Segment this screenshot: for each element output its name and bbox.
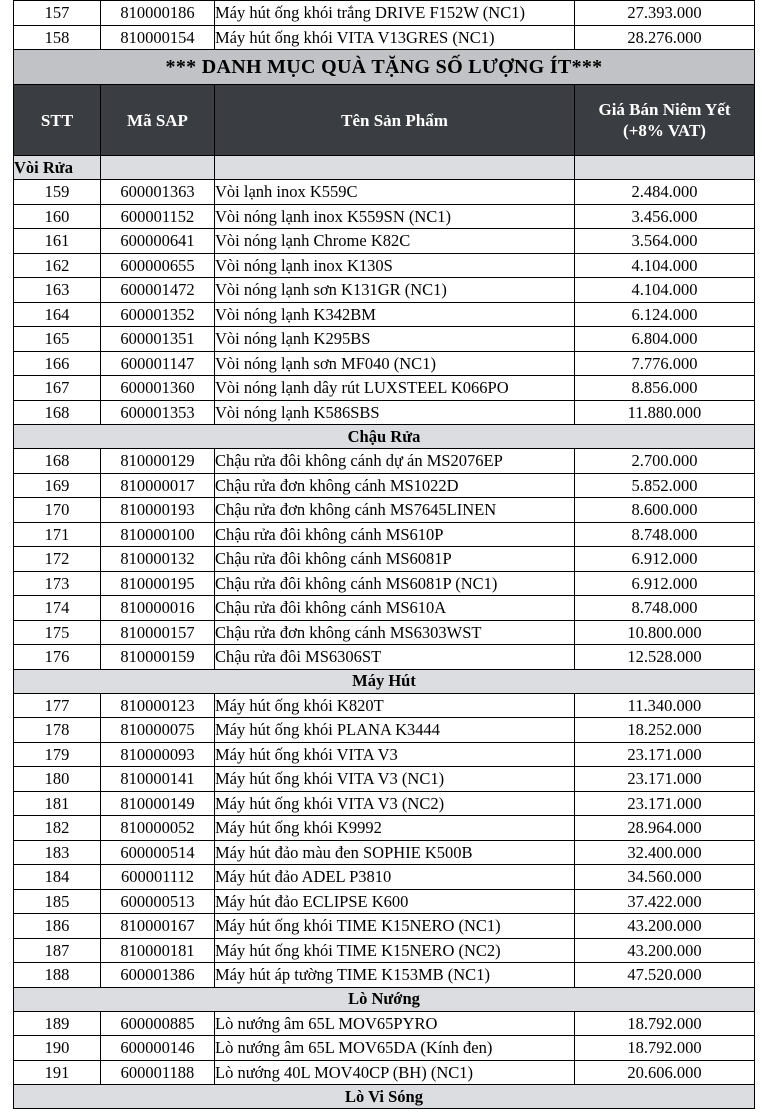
category-row-chau-rua [14, 425, 755, 449]
row-product-name: Vòi lạnh inox K559C [215, 180, 575, 205]
row-stt: 162 [14, 253, 101, 278]
table-row [14, 718, 755, 743]
row-stt: 183 [14, 840, 101, 865]
row-stt: 176 [14, 645, 101, 670]
row-product-name: Chậu rửa đôi không cánh MS610A [215, 596, 575, 621]
row-product-name: Vòi nóng lạnh K342BM [215, 302, 575, 327]
row-price: 18.792.000 [575, 1036, 755, 1061]
row-sap-code: 810000141 [101, 767, 215, 792]
row-price: 2.700.000 [575, 449, 755, 474]
row-stt: 159 [14, 180, 101, 205]
row-stt: 167 [14, 376, 101, 401]
row-stt: 172 [14, 547, 101, 572]
category-title: Lò Nướng [14, 987, 755, 1011]
row-sap-code: 600001351 [101, 327, 215, 352]
category-title: Chậu Rửa [14, 425, 755, 449]
table-row [14, 351, 755, 376]
row-price: 28.964.000 [575, 816, 755, 841]
row-price: 37.422.000 [575, 889, 755, 914]
header-stt: STT [14, 85, 101, 156]
row-sap-code: 810000167 [101, 914, 215, 939]
row-price: 8.748.000 [575, 522, 755, 547]
table-row [14, 865, 755, 890]
row-stt: 180 [14, 767, 101, 792]
category-title: Lò Vi Sóng [14, 1085, 755, 1109]
row-stt: 184 [14, 865, 101, 890]
category-row-lo-vi-song [14, 1085, 755, 1109]
table-row [14, 204, 755, 229]
row-price: 47.520.000 [575, 963, 755, 988]
row-price: 5.852.000 [575, 473, 755, 498]
table-row [14, 229, 755, 254]
table-row [14, 938, 755, 963]
category-row-lo-nuong [14, 987, 755, 1011]
category-row-voi-rua [14, 156, 755, 180]
row-price: 6.124.000 [575, 302, 755, 327]
row-stt: 190 [14, 1036, 101, 1061]
row-price: 11.880.000 [575, 400, 755, 425]
row-stt: 157 [14, 1, 101, 26]
row-price: 8.856.000 [575, 376, 755, 401]
table-row [14, 791, 755, 816]
header-price [575, 85, 755, 156]
gift-list-banner-row [14, 50, 755, 85]
row-sap-code: 810000075 [101, 718, 215, 743]
row-price: 27.393.000 [575, 1, 755, 26]
row-sap-code: 600000641 [101, 229, 215, 254]
row-price: 8.600.000 [575, 498, 755, 523]
row-price: 18.792.000 [575, 1011, 755, 1036]
row-price: 6.912.000 [575, 547, 755, 572]
row-product-name: Vòi nóng lạnh dây rút LUXSTEEL K066PO [215, 376, 575, 401]
row-stt: 181 [14, 791, 101, 816]
row-price: 3.564.000 [575, 229, 755, 254]
table-row [14, 767, 755, 792]
row-stt: 178 [14, 718, 101, 743]
table-row [14, 742, 755, 767]
row-price: 32.400.000 [575, 840, 755, 865]
row-price: 3.456.000 [575, 204, 755, 229]
row-stt: 173 [14, 571, 101, 596]
category-title: Máy Hút [14, 669, 755, 693]
row-product-name: Vòi nóng lạnh sơn K131GR (NC1) [215, 278, 575, 303]
table-row [14, 1, 755, 26]
table-row [14, 889, 755, 914]
row-sap-code: 810000149 [101, 791, 215, 816]
row-product-name: Chậu rửa đơn không cánh MS6303WST [215, 620, 575, 645]
header-sap-code: Mã SAP [101, 85, 215, 156]
row-product-name: Máy hút ống khói VITA V3 (NC1) [215, 767, 575, 792]
table-row [14, 302, 755, 327]
row-stt: 161 [14, 229, 101, 254]
row-price: 8.748.000 [575, 596, 755, 621]
row-sap-code: 600001472 [101, 278, 215, 303]
row-product-name: Chậu rửa đôi MS6306ST [215, 645, 575, 670]
category-empty-cell [575, 156, 755, 180]
row-stt: 175 [14, 620, 101, 645]
table-row [14, 376, 755, 401]
row-sap-code: 810000016 [101, 596, 215, 621]
row-sap-code: 600001353 [101, 400, 215, 425]
row-sap-code: 810000123 [101, 693, 215, 718]
row-sap-code: 600001386 [101, 963, 215, 988]
row-product-name: Chậu rửa đơn không cánh MS1022D [215, 473, 575, 498]
row-stt: 186 [14, 914, 101, 939]
row-product-name: Vòi nóng lạnh inox K559SN (NC1) [215, 204, 575, 229]
row-product-name: Máy hút ống khói VITA V3 (NC2) [215, 791, 575, 816]
table-row [14, 596, 755, 621]
row-sap-code: 600001363 [101, 180, 215, 205]
row-product-name: Vòi nóng lạnh inox K130S [215, 253, 575, 278]
row-price: 4.104.000 [575, 253, 755, 278]
row-sap-code: 810000195 [101, 571, 215, 596]
row-stt: 174 [14, 596, 101, 621]
row-stt: 163 [14, 278, 101, 303]
price-list-body [14, 1, 755, 1109]
row-price: 6.804.000 [575, 327, 755, 352]
row-stt: 189 [14, 1011, 101, 1036]
row-product-name: Máy hút ống khói trắng DRIVE F152W (NC1) [215, 1, 575, 26]
row-product-name: Máy hút ống khói VITA V3 [215, 742, 575, 767]
row-stt: 171 [14, 522, 101, 547]
row-price: 28.276.000 [575, 25, 755, 50]
row-sap-code: 810000157 [101, 620, 215, 645]
price-list-table [13, 0, 755, 1109]
row-product-name: Máy hút ống khói VITA V13GRES (NC1) [215, 25, 575, 50]
row-sap-code: 600000655 [101, 253, 215, 278]
row-price: 11.340.000 [575, 693, 755, 718]
header-price-line1: Giá Bán Niêm Yết [598, 100, 731, 119]
table-row [14, 816, 755, 841]
table-row [14, 963, 755, 988]
table-row [14, 180, 755, 205]
category-title: Vòi Rửa [14, 156, 101, 180]
row-price: 23.171.000 [575, 791, 755, 816]
row-sap-code: 600001352 [101, 302, 215, 327]
row-price: 2.484.000 [575, 180, 755, 205]
table-row [14, 278, 755, 303]
category-row-may-hut [14, 669, 755, 693]
row-price: 23.171.000 [575, 767, 755, 792]
row-price: 7.776.000 [575, 351, 755, 376]
row-product-name: Máy hút áp tường TIME K153MB (NC1) [215, 963, 575, 988]
row-stt: 179 [14, 742, 101, 767]
row-sap-code: 810000154 [101, 25, 215, 50]
row-product-name: Máy hút đảo ADEL P3810 [215, 865, 575, 890]
row-product-name: Chậu rửa đơn không cánh MS7645LINEN [215, 498, 575, 523]
row-sap-code: 810000193 [101, 498, 215, 523]
table-row [14, 25, 755, 50]
row-price: 12.528.000 [575, 645, 755, 670]
table-row [14, 645, 755, 670]
category-empty-cell [215, 156, 575, 180]
row-sap-code: 810000100 [101, 522, 215, 547]
row-price: 4.104.000 [575, 278, 755, 303]
row-stt: 164 [14, 302, 101, 327]
row-product-name: Chậu rửa đôi không cánh MS6081P [215, 547, 575, 572]
row-sap-code: 600001152 [101, 204, 215, 229]
row-stt: 168 [14, 400, 101, 425]
row-stt: 185 [14, 889, 101, 914]
table-row [14, 1060, 755, 1085]
row-product-name: Vòi nóng lạnh sơn MF040 (NC1) [215, 351, 575, 376]
row-price: 6.912.000 [575, 571, 755, 596]
row-product-name: Máy hút ống khói K9992 [215, 816, 575, 841]
row-price: 43.200.000 [575, 914, 755, 939]
row-sap-code: 600001147 [101, 351, 215, 376]
row-price: 34.560.000 [575, 865, 755, 890]
row-stt: 187 [14, 938, 101, 963]
row-product-name: Lò nướng 40L MOV40CP (BH) (NC1) [215, 1060, 575, 1085]
row-price: 10.800.000 [575, 620, 755, 645]
row-product-name: Chậu rửa đôi không cánh MS610P [215, 522, 575, 547]
header-product-name: Tên Sản Phẩm [215, 85, 575, 156]
row-stt: 158 [14, 25, 101, 50]
row-sap-code: 600000885 [101, 1011, 215, 1036]
row-sap-code: 810000181 [101, 938, 215, 963]
row-stt: 160 [14, 204, 101, 229]
row-stt: 166 [14, 351, 101, 376]
row-product-name: Lò nướng âm 65L MOV65DA (Kính đen) [215, 1036, 575, 1061]
row-sap-code: 810000052 [101, 816, 215, 841]
row-sap-code: 600000146 [101, 1036, 215, 1061]
table-row [14, 914, 755, 939]
row-sap-code: 600000514 [101, 840, 215, 865]
table-row [14, 253, 755, 278]
row-sap-code: 600001360 [101, 376, 215, 401]
table-header-row [14, 85, 755, 156]
table-row [14, 547, 755, 572]
table-row [14, 522, 755, 547]
row-product-name: Vòi nóng lạnh K586SBS [215, 400, 575, 425]
table-row [14, 449, 755, 474]
row-price: 23.171.000 [575, 742, 755, 767]
row-sap-code: 810000159 [101, 645, 215, 670]
table-row [14, 620, 755, 645]
gift-list-banner-title: *** DANH MỤC QUÀ TẶNG SỐ LƯỢNG ÍT*** [14, 50, 755, 85]
row-product-name: Máy hút ống khói K820T [215, 693, 575, 718]
row-stt: 188 [14, 963, 101, 988]
row-stt: 182 [14, 816, 101, 841]
row-sap-code: 810000017 [101, 473, 215, 498]
row-sap-code: 600001112 [101, 865, 215, 890]
table-row [14, 571, 755, 596]
row-product-name: Vòi nóng lạnh K295BS [215, 327, 575, 352]
table-row [14, 498, 755, 523]
row-product-name: Lò nướng âm 65L MOV65PYRO [215, 1011, 575, 1036]
row-product-name: Máy hút ống khói TIME K15NERO (NC1) [215, 914, 575, 939]
row-sap-code: 810000132 [101, 547, 215, 572]
table-row [14, 327, 755, 352]
table-row [14, 1011, 755, 1036]
row-price: 43.200.000 [575, 938, 755, 963]
row-sap-code: 810000093 [101, 742, 215, 767]
row-price: 20.606.000 [575, 1060, 755, 1085]
row-stt: 165 [14, 327, 101, 352]
table-row [14, 693, 755, 718]
row-sap-code: 810000186 [101, 1, 215, 26]
row-product-name: Chậu rửa đôi không cánh dự án MS2076EP [215, 449, 575, 474]
row-sap-code: 600000513 [101, 889, 215, 914]
row-product-name: Vòi nóng lạnh Chrome K82C [215, 229, 575, 254]
table-row [14, 473, 755, 498]
row-sap-code: 810000129 [101, 449, 215, 474]
header-price-line2: (+8% VAT) [623, 121, 706, 140]
row-price: 18.252.000 [575, 718, 755, 743]
row-product-name: Máy hút đảo ECLIPSE K600 [215, 889, 575, 914]
row-product-name: Chậu rửa đôi không cánh MS6081P (NC1) [215, 571, 575, 596]
row-stt: 170 [14, 498, 101, 523]
table-row [14, 400, 755, 425]
row-stt: 177 [14, 693, 101, 718]
row-stt: 169 [14, 473, 101, 498]
row-product-name: Máy hút ống khói TIME K15NERO (NC2) [215, 938, 575, 963]
row-product-name: Máy hút ống khói PLANA K3444 [215, 718, 575, 743]
row-sap-code: 600001188 [101, 1060, 215, 1085]
category-empty-cell [101, 156, 215, 180]
row-product-name: Máy hút đảo màu đen SOPHIE K500B [215, 840, 575, 865]
table-row [14, 840, 755, 865]
row-stt: 191 [14, 1060, 101, 1085]
row-stt: 168 [14, 449, 101, 474]
table-row [14, 1036, 755, 1061]
